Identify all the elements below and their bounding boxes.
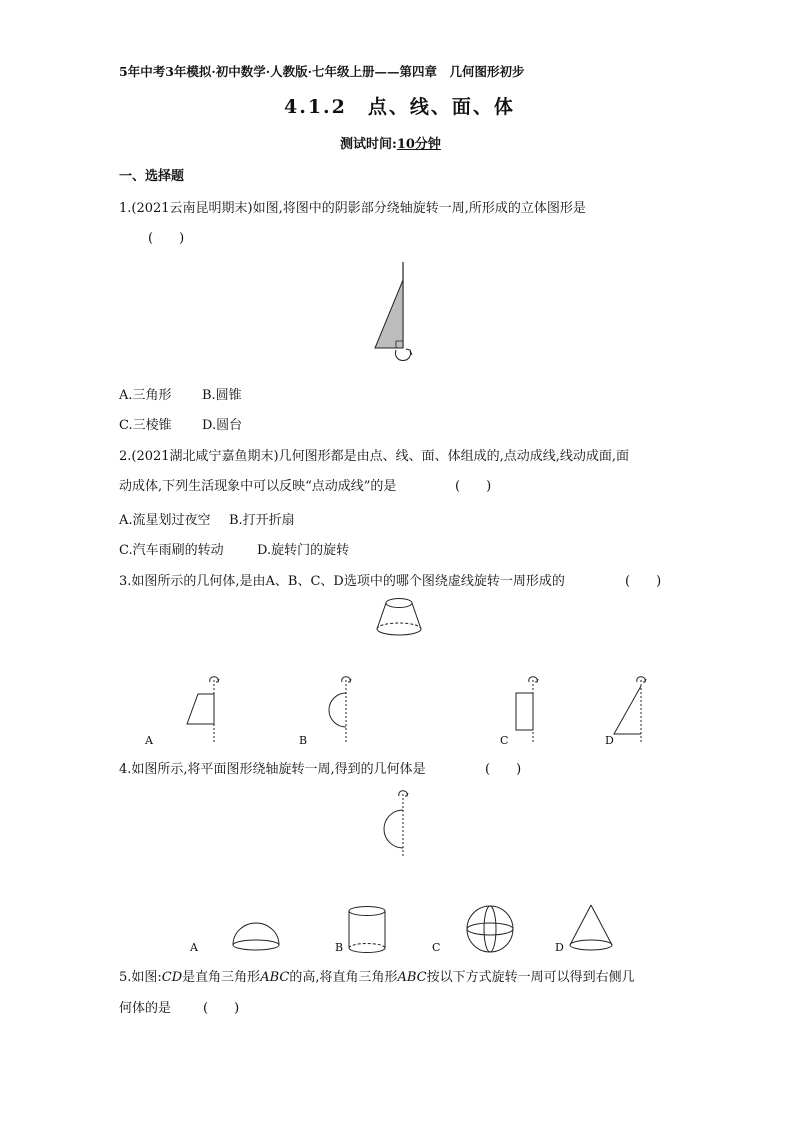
q2-stem-line2: 动成体,下列生活现象中可以反映“点动成线”的是 xyxy=(119,479,397,494)
q5-stem-line2: 何体的是 xyxy=(119,1001,172,1016)
q1-stem: 1.(2021云南昆明期末)如图,将图中的阴影部分绕轴旋转一周,所形成的立体图形是 xyxy=(119,201,586,216)
q5-text-1: 5.如图: xyxy=(119,970,162,985)
test-time-label: 测试时间: xyxy=(340,137,397,152)
q4-semicircle-figure xyxy=(376,788,426,860)
q1-option-c: C.三棱锥 xyxy=(119,418,172,433)
q3-label-a: A xyxy=(145,734,153,747)
q4-label-c: C xyxy=(432,941,441,954)
section-heading: 一、选择题 xyxy=(119,169,185,184)
test-time xyxy=(340,137,441,153)
q3-label-d: D xyxy=(605,734,614,747)
q3-label-c: C xyxy=(500,734,509,747)
q3-option-a-figure xyxy=(180,674,225,746)
q1-option-d: D.圆台 xyxy=(202,418,243,433)
q5-text-3: 的高,将直角三角形 xyxy=(289,970,398,985)
test-time-value: 10分钟 xyxy=(396,137,441,152)
q3-option-b-figure xyxy=(318,674,363,746)
q4-label-a: A xyxy=(190,941,198,954)
q1-option-b: B.圆锥 xyxy=(202,388,242,403)
q4-label-b: B xyxy=(335,941,344,954)
q4-hemisphere-icon xyxy=(230,920,282,954)
q3-stem: 3.如图所示的几何体,是由A、B、C、D选项中的哪个图绕虚线旋转一周形成的 xyxy=(119,574,565,589)
q3-frustum-figure xyxy=(374,596,424,638)
q2-option-b: B.打开折扇 xyxy=(229,513,295,528)
q5-answer-bracket: ( ) xyxy=(203,1001,240,1016)
q3-answer-bracket: ( ) xyxy=(625,574,662,589)
q3-label-b: B xyxy=(299,734,308,747)
q4-answer-bracket: ( ) xyxy=(485,762,522,777)
q2-stem-line1: 2.(2021湖北咸宁嘉鱼期末)几何图形都是由点、线、面、体组成的,点动成线,线动成面,面 xyxy=(119,449,630,464)
q1-figure xyxy=(368,260,438,372)
q1-answer-bracket: ( ) xyxy=(148,231,185,246)
q3-option-c-figure xyxy=(510,674,555,746)
q5-triangle-abc-1: ABC xyxy=(260,970,290,985)
q4-cylinder-icon xyxy=(344,904,390,956)
q4-label-d: D xyxy=(555,941,564,954)
q4-cone-icon xyxy=(566,902,616,956)
q4-sphere-icon xyxy=(464,903,516,955)
q2-option-a: A.流星划过夜空 xyxy=(119,513,211,528)
q2-option-c: C.汽车雨刷的转动 xyxy=(119,543,224,558)
q5-text-4: 按以下方式旋转一周可以得到右侧几 xyxy=(426,970,635,985)
q4-stem: 4.如图所示,将平面图形绕轴旋转一周,得到的几何体是 xyxy=(119,762,426,777)
q5-segment-cd: CD xyxy=(161,970,183,985)
q2-answer-bracket: ( ) xyxy=(455,479,492,494)
q5-stem-line1 xyxy=(119,970,635,986)
q1-option-a: A.三角形 xyxy=(119,388,172,403)
running-header: 5年中考3年模拟·初中数学·人教版·七年级上册——第四章 几何图形初步 xyxy=(119,64,525,79)
q3-option-d-figure xyxy=(610,674,655,746)
q5-text-2: 是直角三角形 xyxy=(182,970,261,985)
q2-option-d: D.旋转门的旋转 xyxy=(257,543,350,558)
q5-triangle-abc-2: ABC xyxy=(397,970,427,985)
page-title: 4.1.2 点、线、面、体 xyxy=(284,96,515,118)
